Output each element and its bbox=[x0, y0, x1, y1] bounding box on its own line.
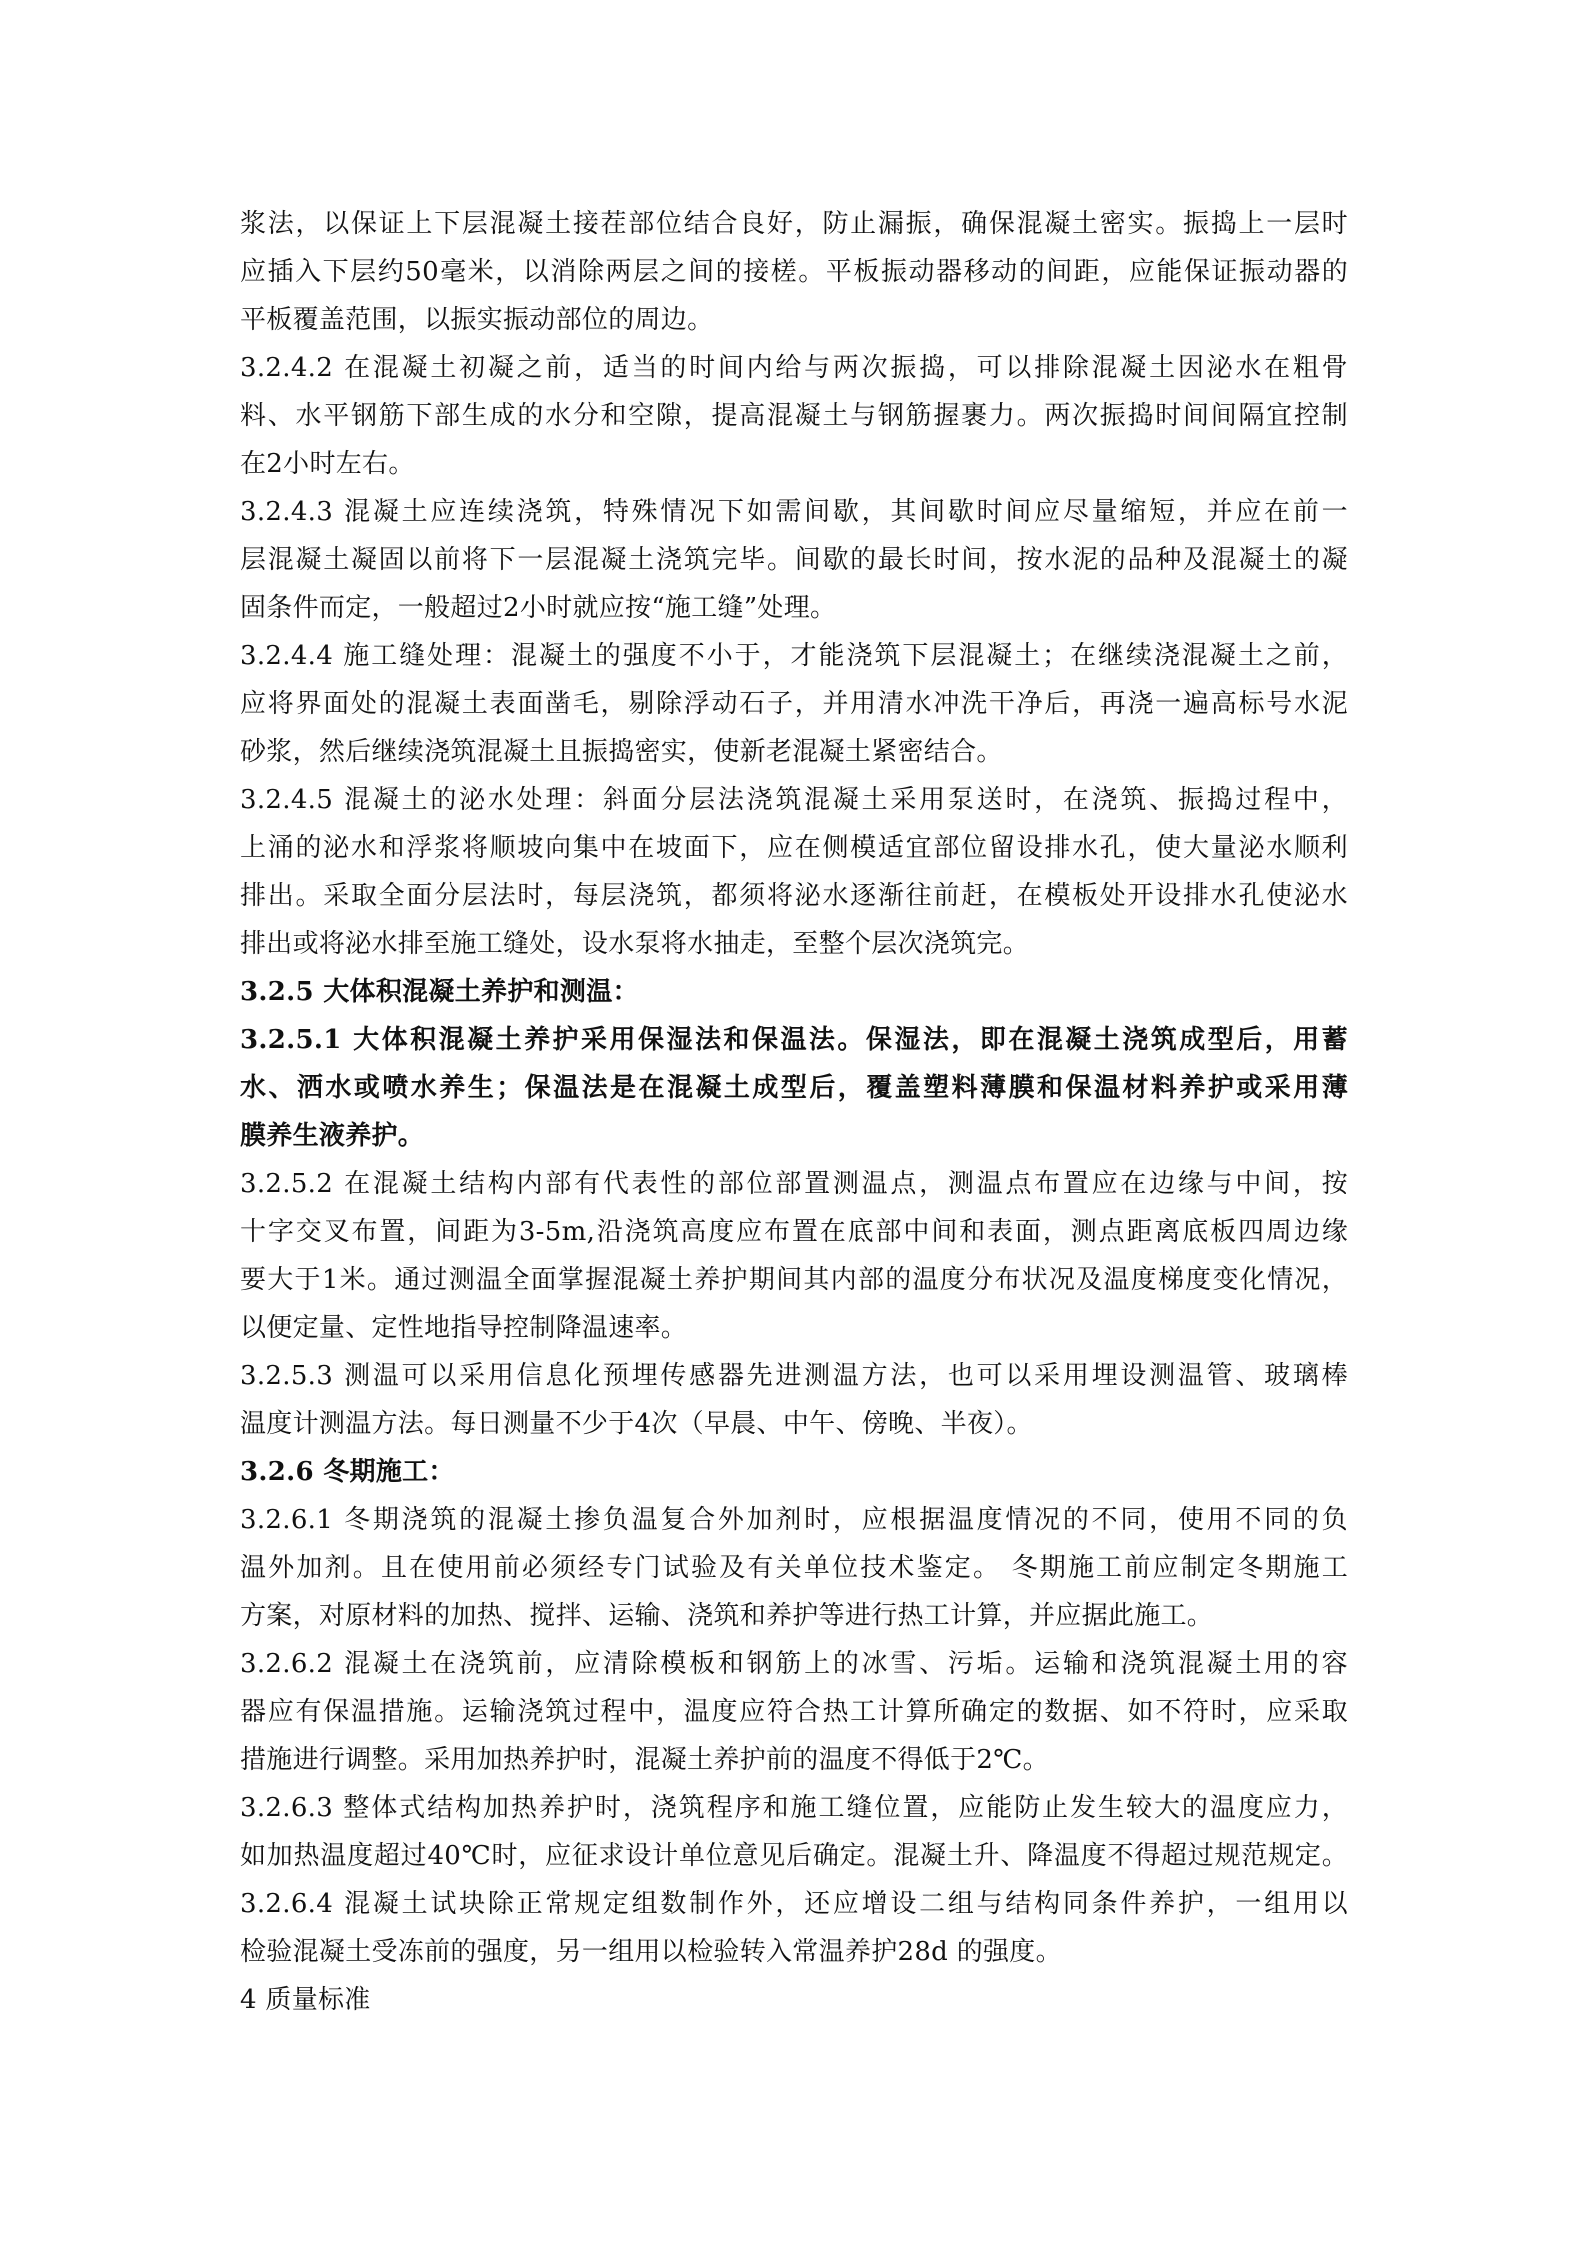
text-line: 4 质量标准 bbox=[240, 1985, 371, 2015]
text-line: 固条件而定，一般超过2小时就应按“施工缝”处理。 bbox=[240, 593, 837, 623]
text-line: 要大于1米。通过测温全面掌握混凝土养护期间其内部的温度分布状况及温度梯度变化情况， bbox=[240, 1265, 1348, 1295]
text-line: 3.2.6.4 混凝土试块除正常规定组数制作外，还应增设二组与结构同条件养护，一组用以 bbox=[240, 1889, 1348, 1919]
text-line: 层混凝土凝固以前将下一层混凝土浇筑完毕。间歇的最长时间，按水泥的品种及混凝土的凝 bbox=[240, 545, 1348, 575]
text-line: 砂浆，然后继续浇筑混凝土且振捣密实，使新老混凝土紧密结合。 bbox=[240, 737, 1003, 767]
text-line: 3.2.4.4 施工缝处理：混凝土的强度不小于，才能浇筑下层混凝土；在继续浇混凝土之前， bbox=[240, 641, 1348, 671]
text-line: 排出。采取全面分层法时，每层浇筑，都须将泌水逐渐往前赶，在模板处开设排水孔使泌水 bbox=[240, 881, 1348, 911]
text-line: 上涌的泌水和浮浆将顺坡向集中在坡面下，应在侧模适宜部位留设排水孔，使大量泌水顺利 bbox=[240, 833, 1348, 863]
text-line: 器应有保温措施。运输浇筑过程中，温度应符合热工计算所确定的数据、如不符时，应采取 bbox=[240, 1697, 1348, 1727]
text-line: 3.2.5 大体积混凝土养护和测温： bbox=[240, 977, 639, 1007]
text-line: 温外加剂。且在使用前必须经专门试验及有关单位技术鉴定。 冬期施工前应制定冬期施工 bbox=[240, 1553, 1348, 1583]
text-line: 如加热温度超过40℃时，应征求设计单位意见后确定。混凝土升、降温度不得超过规范规定。 bbox=[240, 1841, 1348, 1871]
text-line: 平板覆盖范围，以振实振动部位的周边。 bbox=[240, 305, 714, 335]
text-line: 排出或将泌水排至施工缝处，设水泵将水抽走，至整个层次浇筑完。 bbox=[240, 929, 1030, 959]
text-line: 3.2.6 冬期施工： bbox=[240, 1457, 455, 1487]
text-line: 水、洒水或喷水养生；保温法是在混凝土成型后，覆盖塑料薄膜和保温材料养护或采用薄 bbox=[240, 1073, 1348, 1103]
text-line: 应将界面处的混凝土表面凿毛，剔除浮动石子，并用清水冲洗干净后，再浇一遍高标号水泥 bbox=[240, 689, 1348, 719]
text-line: 3.2.4.5 混凝土的泌水处理：斜面分层法浇筑混凝土采用泵送时，在浇筑、振捣过程中， bbox=[240, 785, 1348, 815]
text-line: 检验混凝土受冻前的强度，另一组用以检验转入常温养护28d 的强度。 bbox=[240, 1937, 1062, 1967]
text-line: 3.2.4.3 混凝土应连续浇筑，特殊情况下如需间歇，其间歇时间应尽量缩短，并应在前一 bbox=[240, 497, 1348, 527]
text-line: 3.2.5.2 在混凝土结构内部有代表性的部位部置测温点，测温点布置应在边缘与中间，按 bbox=[240, 1169, 1348, 1199]
text-line: 应插入下层约50毫米，以消除两层之间的接槎。平板振动器移动的间距，应能保证振动器的 bbox=[240, 257, 1348, 287]
text-line: 措施进行调整。采用加热养护时，混凝土养护前的温度不得低于2℃。 bbox=[240, 1745, 1049, 1775]
text-line: 3.2.6.3 整体式结构加热养护时，浇筑程序和施工缝位置，应能防止发生较大的温度应力， bbox=[240, 1793, 1348, 1823]
text-line: 料、水平钢筋下部生成的水分和空隙，提高混凝土与钢筋握裹力。两次振捣时间间隔宜控制 bbox=[240, 401, 1348, 431]
text-line: 3.2.6.1 冬期浇筑的混凝土掺负温复合外加剂时，应根据温度情况的不同，使用不同的负 bbox=[240, 1505, 1348, 1535]
text-line: 3.2.5.1 大体积混凝土养护采用保湿法和保温法。保湿法，即在混凝土浇筑成型后，用蓄 bbox=[240, 1025, 1348, 1055]
text-line: 方案，对原材料的加热、搅拌、运输、浇筑和养护等进行热工计算，并应据此施工。 bbox=[240, 1601, 1214, 1631]
text-line: 以便定量、定性地指导控制降温速率。 bbox=[240, 1313, 688, 1343]
text-line: 十字交叉布置，间距为3-5m,沿浇筑高度应布置在底部中间和表面，测点距离底板四周边缘 bbox=[240, 1217, 1348, 1247]
text-line: 在2小时左右。 bbox=[240, 449, 415, 479]
text-line: 浆法，以保证上下层混凝土接茬部位结合良好，防止漏振，确保混凝土密实。振捣上一层时 bbox=[240, 209, 1348, 239]
text-line: 膜养生液养护。 bbox=[240, 1121, 425, 1151]
text-line: 3.2.4.2 在混凝土初凝之前，适当的时间内给与两次振捣，可以排除混凝土因泌水在粗骨 bbox=[240, 353, 1348, 383]
text-line: 3.2.5.3 测温可以采用信息化预埋传感器先进测温方法，也可以采用埋设测温管、玻璃棒 bbox=[240, 1361, 1348, 1391]
document-page bbox=[240, 200, 1348, 2024]
text-line: 温度计测温方法。每日测量不少于4次（早晨、中午、傍晚、半夜）。 bbox=[240, 1409, 1033, 1439]
text-line: 3.2.6.2 混凝土在浇筑前，应清除模板和钢筋上的冰雪、污垢。运输和浇筑混凝土用的容 bbox=[240, 1649, 1348, 1679]
